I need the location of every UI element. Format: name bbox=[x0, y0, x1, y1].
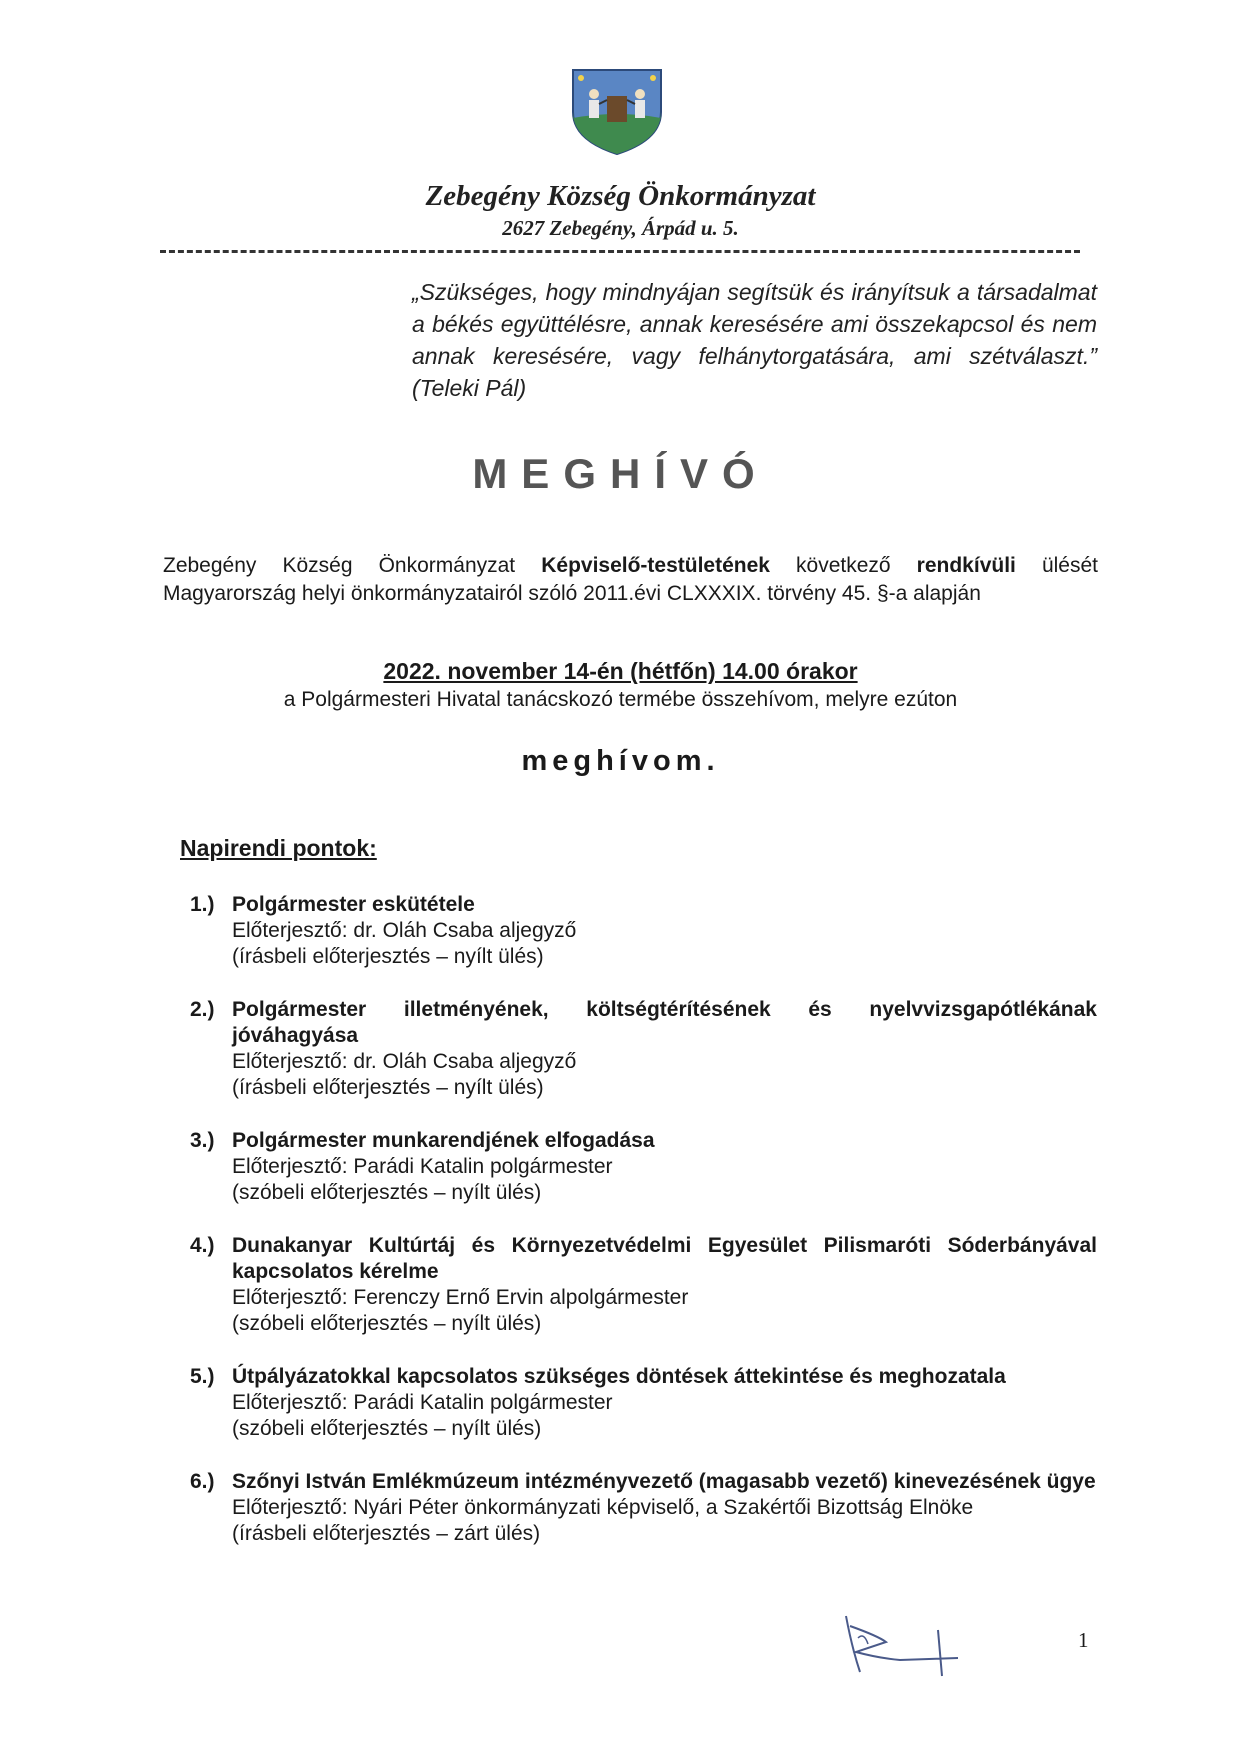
agenda-list bbox=[190, 892, 1097, 1574]
agenda-item-title: Polgármester eskütétele bbox=[232, 893, 475, 916]
agenda-item-title: Polgármester munkarendjének elfogadása bbox=[232, 1129, 655, 1152]
agenda-item-number: 3.) bbox=[190, 1129, 215, 1152]
agenda-item-title: Polgármester illetményének, költségtérítésének és nyelvvizsgapótlékának jóváhagyása bbox=[232, 998, 1097, 1047]
agenda-heading: Napirendi pontok: bbox=[180, 835, 377, 861]
meeting-venue: a Polgármesteri Hivatal tanácskozó termébe összehívom, melyre ezúton bbox=[283, 688, 958, 711]
header-divider bbox=[160, 250, 1080, 253]
agenda-item-note: (szóbeli előterjesztés – nyílt ülés) bbox=[232, 1181, 542, 1204]
agenda-item-number: 6.) bbox=[190, 1470, 215, 1493]
intro-bold-body: Képviselő-testületének bbox=[541, 554, 770, 577]
intro-text-3: ülését Magyarország helyi önkormányzatairól szóló 2011.évi CLXXXIX. törvény 45. §-a alapján bbox=[163, 554, 1098, 605]
agenda-item-presenter: Előterjesztő: Parádi Katalin polgármester bbox=[232, 1155, 613, 1178]
agenda-item-title: Dunakanyar Kultúrtáj és Környezetvédelmi Egyesület Pilismaróti Sóderbányával kapcsolatos kérelme bbox=[232, 1234, 1097, 1283]
intro-paragraph bbox=[163, 552, 1098, 608]
agenda-item bbox=[190, 1233, 1097, 1337]
intro-text-1: Zebegény Község Önkormányzat bbox=[163, 554, 542, 577]
intro-text-2: következő bbox=[769, 554, 917, 577]
page-number: 1 bbox=[1078, 1628, 1089, 1652]
agenda-item bbox=[190, 892, 1097, 970]
agenda-item-presenter: Előterjesztő: Ferenczy Ernő Ervin alpolgármester bbox=[232, 1286, 689, 1309]
agenda-item-presenter: Előterjesztő: Parádi Katalin polgármester bbox=[232, 1391, 613, 1414]
agenda-item-presenter: Előterjesztő: dr. Oláh Csaba aljegyző bbox=[232, 1050, 577, 1073]
agenda-item-note: (írásbeli előterjesztés – nyílt ülés) bbox=[232, 945, 544, 968]
organization-name: Zebegény Község Önkormányzat bbox=[425, 180, 816, 212]
agenda-item-title: Szőnyi István Emlékmúzeum intézményvezető (magasabb vezető) kinevezésének ügye bbox=[232, 1470, 1096, 1493]
agenda-item-note: (írásbeli előterjesztés – zárt ülés) bbox=[232, 1522, 541, 1545]
agenda-item-number: 1.) bbox=[190, 893, 215, 916]
agenda-item bbox=[190, 1469, 1097, 1547]
intro-bold-extraordinary: rendkívüli bbox=[916, 554, 1016, 577]
organization-address: 2627 Zebegény, Árpád u. 5. bbox=[502, 216, 739, 240]
agenda-item-number: 2.) bbox=[190, 998, 215, 1021]
meeting-date: 2022. november 14-én (hétfőn) 14.00 órakor bbox=[383, 658, 858, 684]
agenda-item bbox=[190, 1128, 1097, 1206]
agenda-item-number: 5.) bbox=[190, 1365, 215, 1388]
agenda-item-presenter: Előterjesztő: dr. Oláh Csaba aljegyző bbox=[232, 919, 577, 942]
agenda-item-title: Útpályázatokkal kapcsolatos szükséges döntések áttekintése és meghozatala bbox=[232, 1365, 1006, 1388]
agenda-item bbox=[190, 997, 1097, 1101]
agenda-item-note: (szóbeli előterjesztés – nyílt ülés) bbox=[232, 1417, 542, 1440]
invite-word: meghívom. bbox=[521, 745, 720, 777]
quote: „Szükséges, hogy mindnyájan segítsük és irányítsuk a társadalmat a békés együttélésre, annak keresésére ami összekapcsol és nem annak keresésére, vagy felhánytorgatására, ami szétválaszt.” (Teleki Pál) bbox=[412, 279, 1097, 401]
coat-of-arms-icon bbox=[567, 66, 667, 156]
agenda-item bbox=[190, 1364, 1097, 1442]
agenda-item-note: (írásbeli előterjesztés – nyílt ülés) bbox=[232, 1076, 544, 1099]
agenda-item-number: 4.) bbox=[190, 1234, 215, 1257]
agenda-item-presenter: Előterjesztő: Nyári Péter önkormányzati képviselő, a Szakértői Bizottság Elnöke bbox=[232, 1496, 974, 1519]
signature-icon bbox=[838, 1608, 978, 1678]
agenda-item-note: (szóbeli előterjesztés – nyílt ülés) bbox=[232, 1312, 542, 1335]
document-title: MEGHÍVÓ bbox=[472, 450, 769, 497]
